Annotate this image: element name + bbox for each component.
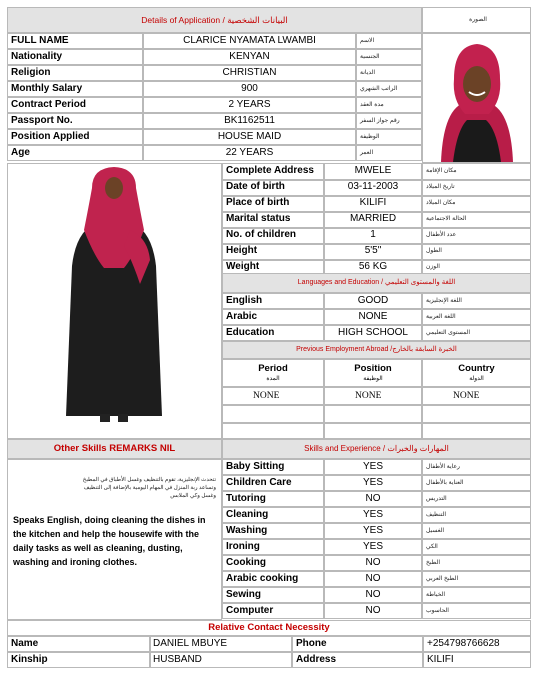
language-value: HIGH SCHOOL <box>324 325 422 341</box>
detail-label-ar: الطول <box>422 243 531 261</box>
skill-value: NO <box>324 571 422 587</box>
skill-label: Children Care <box>222 475 324 491</box>
contact-name-value: DANIEL MBUYE <box>150 636 292 652</box>
other-skills-english: Speaks English, doing cleaning the dishes in the kitchen and help the housewife with the daily tasks as well as cleaning, dusting, washing and ironing clothes. <box>13 515 206 567</box>
detail-label-ar: الوزن <box>422 259 531 275</box>
skill-label-ar: الطبخ <box>422 555 531 571</box>
personal-label: Position Applied <box>7 129 143 145</box>
skill-label-ar: العناية بالأطفال <box>422 475 531 491</box>
language-label: Education <box>222 325 324 341</box>
employment-empty <box>422 405 531 423</box>
skill-label-ar: رعاية الأطفال <box>422 459 531 475</box>
skill-value: YES <box>324 539 422 555</box>
language-label-ar: المستوى التعليمي <box>422 325 531 341</box>
personal-label-ar: الديانة <box>356 65 422 81</box>
personal-label: Contract Period <box>7 97 143 113</box>
skill-label: Baby Sitting <box>222 459 324 475</box>
details-title: Details of Application / البيانات الشخصية <box>7 7 422 33</box>
detail-value: 03-11-2003 <box>324 179 422 197</box>
full-body-photo <box>7 163 222 439</box>
detail-label-ar: مكان الإقامة <box>422 163 531 181</box>
skill-value: YES <box>324 459 422 475</box>
skill-value: NO <box>324 555 422 571</box>
personal-label: Age <box>7 145 143 161</box>
language-value: NONE <box>324 309 422 325</box>
contact-phone-value: +254798766628 <box>423 636 531 652</box>
detail-label-ar: تاريخ الميلاد <box>422 179 531 197</box>
detail-label: Place of birth <box>222 195 324 213</box>
employment-empty <box>324 423 422 439</box>
detail-label-ar: مكان الميلاد <box>422 195 531 213</box>
personal-value: BK1162511 <box>143 113 356 129</box>
languages-title: Languages and Education / اللغة والمستوى التعليمي <box>222 273 531 293</box>
detail-label: Complete Address <box>222 163 324 181</box>
contact-address-label: Address <box>292 652 423 668</box>
skill-label-ar: التدريس <box>422 491 531 507</box>
personal-label: Nationality <box>7 49 143 65</box>
skill-label: Computer <box>222 603 324 619</box>
employment-header-label: Period <box>258 363 288 374</box>
personal-label-ar: رقم جواز السفر <box>356 113 422 129</box>
personal-label-ar: مدة العقد <box>356 97 422 113</box>
employment-header <box>222 359 324 387</box>
personal-label-ar: الاسم <box>356 33 422 49</box>
contact-kinship-label: Kinship <box>7 652 150 668</box>
contact-title: Relative Contact Necessity <box>7 620 531 636</box>
employment-header <box>422 359 531 387</box>
detail-value: KILIFI <box>324 195 422 213</box>
employment-value: NONE <box>422 387 531 405</box>
personal-label-ar: العمر <box>356 145 422 161</box>
headshot-photo <box>422 33 531 163</box>
personal-value: 2 YEARS <box>143 97 356 113</box>
personal-value: HOUSE MAID <box>143 129 356 145</box>
personal-value: CHRISTIAN <box>143 65 356 81</box>
contact-name-label: Name <box>7 636 150 652</box>
skill-value: NO <box>324 603 422 619</box>
employment-value: NONE <box>222 387 324 405</box>
skill-label-ar: الخياطة <box>422 587 531 603</box>
contact-phone-label: Phone <box>292 636 423 652</box>
skill-label: Arabic cooking <box>222 571 324 587</box>
skill-label-ar: الكي <box>422 539 531 555</box>
contact-kinship-value: HUSBAND <box>150 652 292 668</box>
employment-value: NONE <box>324 387 422 405</box>
detail-value: 56 KG <box>324 259 422 275</box>
employment-empty <box>222 423 324 439</box>
detail-label: Marital status <box>222 211 324 229</box>
skill-value: YES <box>324 523 422 539</box>
employment-empty <box>222 405 324 423</box>
personal-value: 900 <box>143 81 356 97</box>
detail-label-ar: الحالة الاجتماعية <box>422 211 531 229</box>
skills-title: Skills and Experience / المهارات والخبرات <box>222 439 531 459</box>
personal-label-ar: الوظيفة <box>356 129 422 145</box>
personal-label: Monthly Salary <box>7 81 143 97</box>
employment-title: Previous Employment Abroad /الخبرة السابقة بالخارج <box>222 341 531 359</box>
language-label: Arabic <box>222 309 324 325</box>
employment-empty <box>422 423 531 439</box>
skill-value: NO <box>324 587 422 603</box>
detail-value: 1 <box>324 227 422 245</box>
language-label-ar: اللغة العربية <box>422 309 531 325</box>
personal-value: KENYAN <box>143 49 356 65</box>
skill-label: Sewing <box>222 587 324 603</box>
employment-empty <box>324 405 422 423</box>
photo-label-ar: الصورة <box>422 7 531 33</box>
skill-value: YES <box>324 475 422 491</box>
detail-value: MWELE <box>324 163 422 181</box>
employment-header-ar: الوظيفة <box>363 376 383 382</box>
personal-value: 22 YEARS <box>143 145 356 161</box>
detail-label-ar: عدد الأطفال <box>422 227 531 245</box>
detail-label: Height <box>222 243 324 261</box>
personal-label: FULL NAME <box>7 33 143 49</box>
personal-label: Religion <box>7 65 143 81</box>
skill-label: Cooking <box>222 555 324 571</box>
language-label-ar: اللغة الإنجليزية <box>422 293 531 309</box>
personal-value: CLARICE NYAMATA LWAMBI <box>143 33 356 49</box>
other-skills-arabic: تتحدث الإنجليزية، تقوم بالتنظيف وغسل الأطباق في المطبخ وتساعد ربة المنزل في المهام اليومية بالإضافة إلى التنظيف وغسل وكي الملابس <box>82 477 216 499</box>
detail-label: Date of birth <box>222 179 324 197</box>
skill-label-ar: الطبخ العربي <box>422 571 531 587</box>
detail-value: MARRIED <box>324 211 422 229</box>
skill-label: Cleaning <box>222 507 324 523</box>
skill-label-ar: التنظيف <box>422 507 531 523</box>
skill-label-ar: الغسيل <box>422 523 531 539</box>
language-label: English <box>222 293 324 309</box>
detail-label: Weight <box>222 259 324 275</box>
skill-label: Washing <box>222 523 324 539</box>
skill-value: NO <box>324 491 422 507</box>
skill-label: Tutoring <box>222 491 324 507</box>
contact-address-value: KILIFI <box>423 652 531 668</box>
other-skills-title: Other Skills REMARKS NIL <box>7 439 222 459</box>
personal-label: Passport No. <box>7 113 143 129</box>
language-value: GOOD <box>324 293 422 309</box>
personal-label-ar: الراتب الشهري <box>356 81 422 97</box>
skill-value: YES <box>324 507 422 523</box>
skill-label: Ironing <box>222 539 324 555</box>
detail-label: No. of children <box>222 227 324 245</box>
employment-header-label: Country <box>458 363 495 374</box>
skill-label-ar: الحاسوب <box>422 603 531 619</box>
employment-header-ar: المدة <box>266 376 280 382</box>
other-skills-box <box>7 459 222 620</box>
employment-header-label: Position <box>354 363 392 374</box>
employment-header <box>324 359 422 387</box>
detail-value: 5'5" <box>324 243 422 261</box>
personal-label-ar: الجنسية <box>356 49 422 65</box>
employment-header-ar: الدولة <box>469 376 484 382</box>
